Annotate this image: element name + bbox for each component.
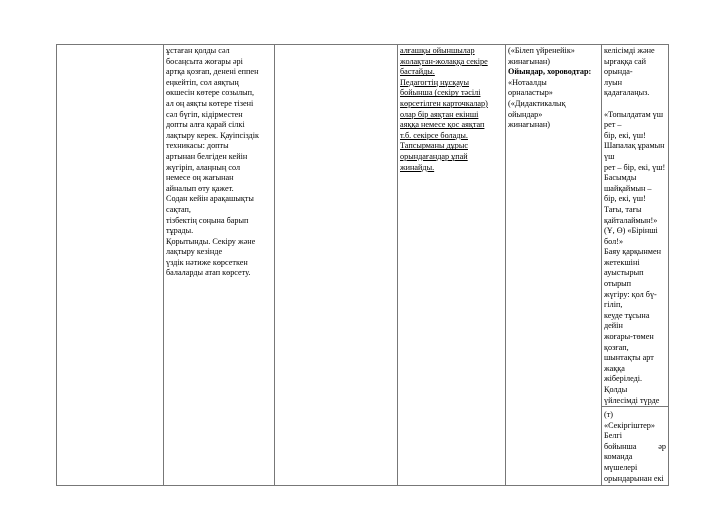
ball-throw-instructions: ұстаған қолды сәл босаңсыта жоғары әрі артқа қозғап, денені еппен еңкейтіп, сол аяқтың өкшесін көтере созылып, ал оң аяқты көтере тізені сәл бүгіп, кідірместен допты алға қарай сілкі лақтыру керек. Қауіпсіздік техникасы: допты артынан белгіден кейін жүгіріп, алаңның сол немесе оң жағынан айналып өту қажет. Содан кейін арақашықты сақтап, тізбектің соңына барып тұрады. Қорытынды. Секіру және лақтыру кезінде үздік нәтиже көрсеткен балаларды атап көрсету. xyxy=(166,46,259,278)
table-cell-col4 xyxy=(398,45,506,486)
song-and-run-text: келісімді және ырғаққа сай орында- луын қадағалаңыз. «Топылдатам үш рет – бір, екі, үш! Шапалақ ұрамын үш рет – бір, екі, үш! Басымды шайқаймын – бір, екі, үш! Тағы, тағы қайталаймын!» (Ұ, Ө) «Бірінші бол!» Баяу қарқынмен жетекшіні ауыстырып отырып жүгіру: қол бү- гіліп, кеуде тұсына дейін жоғары-төмен қозғап, шынтақты арт жаққа жіберіледі. Қолды үйлесімді түрде xyxy=(604,46,666,405)
jumpers-game-text: (т) «Секіргіштер» Белгі бойынша әр команда мүшелері орындарынан екі xyxy=(604,410,666,483)
table-cell-col1 xyxy=(57,45,164,486)
jumping-game-text: алғашқы ойыншылар жолақтан-жолаққа секіре бастайды. Педагогтің нұсқауы бойынша (секіру тәсілі көрсетілген карточкалар) олар бір аяқтан екінші аяққа немесе қос аяқтап т.б. секірсе болады. Тапсырманы дұрыс орындағандар ұпай жинайды. xyxy=(400,46,488,172)
table-row xyxy=(57,45,669,486)
table-cell-col2 xyxy=(164,45,275,486)
table-cell-col5 xyxy=(506,45,602,486)
table-cell-col3 xyxy=(275,45,398,486)
table-cell-col6 xyxy=(602,45,669,486)
source-note-1: («Білеп үйренейік» жинағынан) xyxy=(508,46,575,66)
games-heading: Ойындар, хороводтар: xyxy=(508,67,592,77)
source-note-2: «Нотаалды орналастыр» («Дидактикалық ойындар» жинағынан) xyxy=(508,77,566,130)
lesson-plan-table xyxy=(56,44,669,486)
